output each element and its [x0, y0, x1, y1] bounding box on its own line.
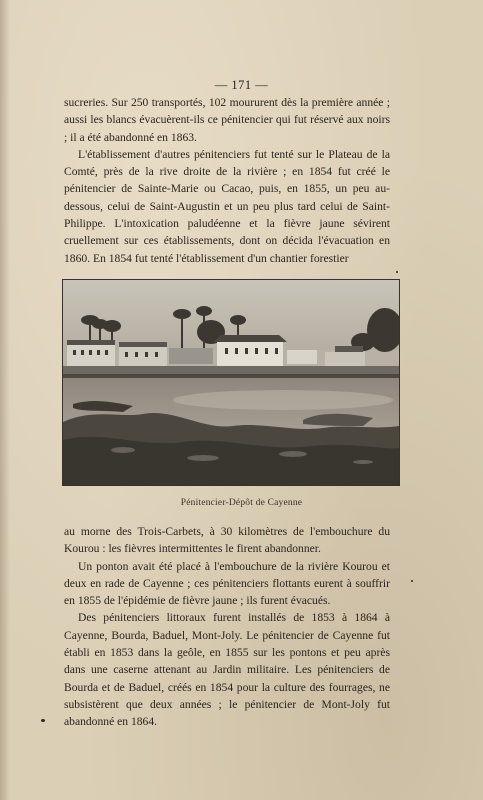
page-number: — 171 —	[214, 78, 269, 92]
paragraph: au morne des Trois-Carbets, à 30 kilomètres de l'embouchure du Kourou : les fièvres intermittentes le firent abandonner.	[64, 525, 390, 556]
paragraph: Des pénitenciers littoraux furent installés de 1853 à 1864 à Cayenne, Bourda, Baduel, Mont-Joly. Le pénitencier de Cayenne fut établi en 1853 dans la geôle, en 1855 sur les pontons et peu après dans une caserne attenant au Jardin militaire. Les pénitenciers de Bourda et de Baduel, créés en 1854 pour la culture des fourrages, ne subsistèrent que deux années ; le pénitencier de Mont-Joly fut abandonné en 1864.	[64, 611, 390, 729]
photograph-illustration	[63, 280, 399, 485]
ink-speck	[41, 719, 45, 722]
page-fold-shadow	[0, 0, 10, 800]
paragraph: sucreries. Sur 250 transportés, 102 moururent dès la première année ; aussi les blancs évacuèrent-ils ce pénitencier qui fut réservé aux noirs ; il a été abandonné en 1863.	[64, 96, 390, 144]
ink-speck	[396, 271, 398, 273]
ink-speck	[411, 580, 413, 582]
figure-caption: Pénitencier-Dépôt de Cayenne	[180, 498, 303, 508]
text-block-bottom	[64, 523, 390, 731]
paragraph: L'établissement d'autres pénitenciers fut tenté sur le Plateau de la Comté, près de la rive droite de la rivière ; en 1854 fut créé le pénitencier de Sainte-Marie ou Cacao, puis, en 1855, un peu au-dessous, celui de Saint-Augustin et un peu plus tard celui de Saint-Philippe. L'intoxication paludéenne et la fièvre jaune sévirent cruellement sur ces établissements, dont on décida l'évacuation en 1860. En 1854 fut tenté l'établissement d'un chantier forestier	[64, 147, 390, 265]
text-block-top	[64, 94, 390, 267]
photograph-penitentiary	[62, 279, 400, 486]
paragraph: Un ponton avait été placé à l'embouchure de la rivière Kourou et deux en rade de Cayenne ; ces pénitenciers flottants eurent à souffrir en 1855 de l'épidémie de fièvre jaune ; ils furent évacués.	[64, 559, 390, 608]
